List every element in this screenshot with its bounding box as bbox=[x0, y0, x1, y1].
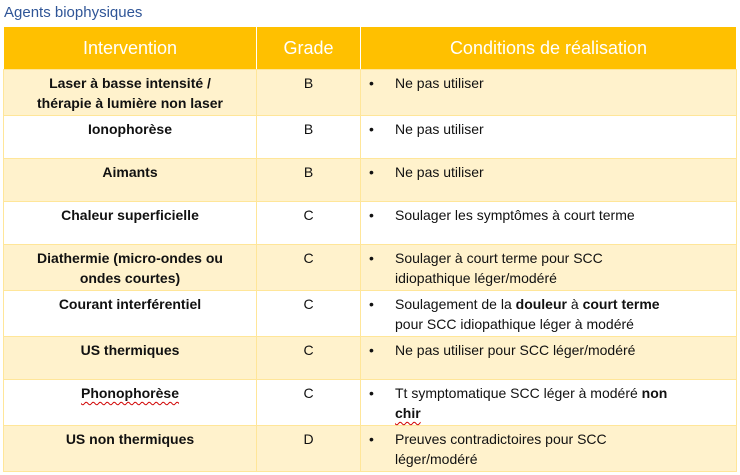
grade-cell: C bbox=[257, 202, 361, 245]
intervention-cell: Ionophorèse bbox=[4, 116, 257, 159]
grade-cell: C bbox=[257, 337, 361, 380]
conditions-cell bbox=[361, 70, 737, 116]
condition-line: pour SCC idiopathique léger à modéré bbox=[395, 316, 634, 332]
grade-cell: B bbox=[257, 70, 361, 116]
grade-cell: C bbox=[257, 245, 361, 291]
condition-text bbox=[395, 294, 730, 334]
intervention-cell: US thermiques bbox=[4, 337, 257, 380]
bullet-icon: • bbox=[369, 385, 374, 401]
conditions-cell bbox=[361, 159, 737, 202]
table-row bbox=[4, 337, 737, 380]
bullet-icon: • bbox=[369, 431, 374, 447]
intervention-cell: Courant interférentiel bbox=[4, 291, 257, 337]
grade-cell: B bbox=[257, 116, 361, 159]
header-row bbox=[4, 27, 737, 70]
condition-segment: Soulagement de la bbox=[395, 296, 516, 312]
intervention-text: Laser à basse intensité / bbox=[49, 75, 211, 91]
condition-text bbox=[395, 383, 730, 423]
condition-bold-segment: douleur bbox=[515, 296, 567, 312]
condition-bold-segment: non bbox=[641, 385, 668, 401]
condition-bold-segment: chir bbox=[395, 405, 421, 421]
header-grade: Grade bbox=[257, 27, 361, 70]
condition-text: Soulager les symptômes à court terme bbox=[395, 207, 635, 223]
intervention-cell bbox=[4, 245, 257, 291]
table-row bbox=[4, 202, 737, 245]
intervention-text: Diathermie (micro-ondes ou bbox=[37, 250, 223, 266]
table-row bbox=[4, 380, 737, 426]
intervention-cell: Chaleur superficielle bbox=[4, 202, 257, 245]
intervention-cell: Aimants bbox=[4, 159, 257, 202]
bullet-icon: • bbox=[369, 250, 374, 266]
bullet-icon: • bbox=[369, 164, 374, 180]
condition-text: Ne pas utiliser pour SCC léger/modéré bbox=[395, 342, 636, 358]
conditions-cell bbox=[361, 337, 737, 380]
condition-text: Ne pas utiliser bbox=[395, 164, 484, 180]
conditions-cell bbox=[361, 116, 737, 159]
grade-cell: B bbox=[257, 159, 361, 202]
intervention-text: ondes courtes) bbox=[79, 270, 181, 286]
intervention-cell bbox=[4, 70, 257, 116]
table-row bbox=[4, 245, 737, 291]
bullet-icon: • bbox=[369, 121, 374, 137]
conditions-cell bbox=[361, 291, 737, 337]
intervention-text: thérapie à lumière non laser bbox=[37, 95, 223, 111]
condition-text: Ne pas utiliser bbox=[395, 75, 484, 91]
condition-segment: Tt symptomatique SCC léger à modéré bbox=[395, 385, 642, 401]
conditions-cell bbox=[361, 202, 737, 245]
table-row bbox=[4, 70, 737, 116]
table-row bbox=[4, 291, 737, 337]
bullet-icon: • bbox=[369, 342, 374, 358]
condition-text: Ne pas utiliser bbox=[395, 121, 484, 137]
grade-cell: C bbox=[257, 380, 361, 426]
conditions-cell bbox=[361, 426, 737, 472]
condition-line: léger/modéré bbox=[395, 451, 478, 467]
table-row bbox=[4, 116, 737, 159]
condition-line: Preuves contradictoires pour SCC bbox=[395, 431, 607, 447]
table-row bbox=[4, 159, 737, 202]
condition-text bbox=[395, 429, 730, 469]
condition-segment: à bbox=[566, 296, 583, 312]
header-conditions: Conditions de réalisation bbox=[361, 27, 737, 70]
bullet-icon: • bbox=[369, 207, 374, 223]
grade-cell: C bbox=[257, 291, 361, 337]
header-intervention: Intervention bbox=[4, 27, 257, 70]
grade-cell: D bbox=[257, 426, 361, 472]
intervention-cell: US non thermiques bbox=[4, 426, 257, 472]
condition-line: Soulager à court terme pour SCC bbox=[395, 250, 603, 266]
bullet-icon: • bbox=[369, 296, 374, 312]
bullet-icon: • bbox=[369, 75, 374, 91]
condition-line: idiopathique léger/modéré bbox=[395, 270, 557, 286]
table-row bbox=[4, 426, 737, 472]
table-caption: Agents biophysiques bbox=[4, 4, 143, 21]
intervention-text: Phonophorèse bbox=[80, 385, 179, 401]
recommendations-table bbox=[3, 27, 737, 472]
condition-bold-segment: court terme bbox=[582, 296, 660, 312]
conditions-cell bbox=[361, 380, 737, 426]
conditions-cell bbox=[361, 245, 737, 291]
intervention-cell bbox=[4, 380, 257, 426]
condition-text bbox=[395, 248, 730, 288]
